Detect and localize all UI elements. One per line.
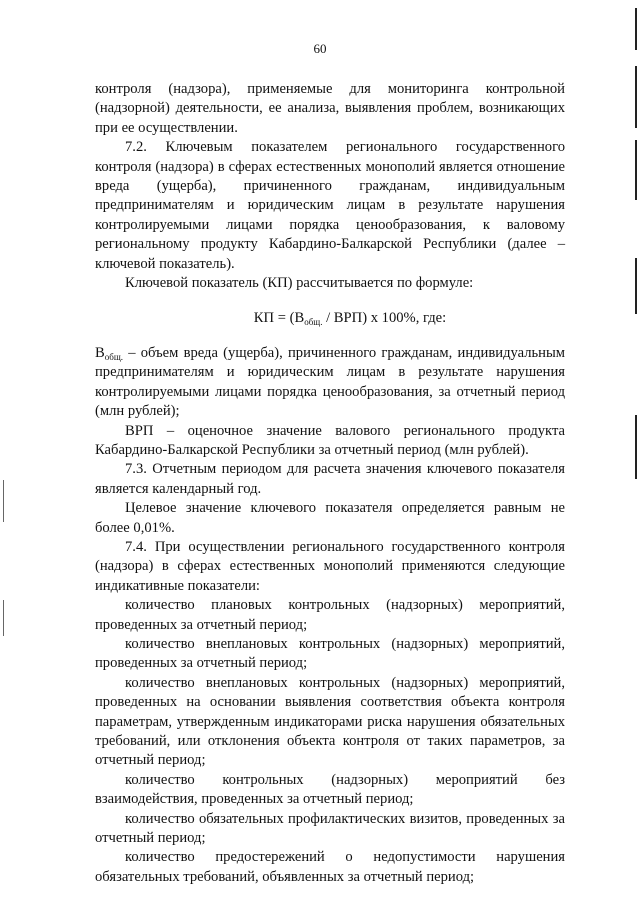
scan-edge-mark — [3, 600, 4, 636]
formula-start: КП = (В — [253, 310, 305, 327]
scan-edge-mark — [635, 140, 637, 200]
formula-end: / ВРП) x 100%, где: — [322, 310, 447, 327]
definition-subscript: общ. — [104, 351, 123, 362]
indicator-item: количество контрольных (надзорных) мероприятий без взаимодействия, проведенных за отчетный период; — [95, 771, 565, 808]
indicator-item: количество предостережений о недопустимости нарушения обязательных требований, объявленных за отчетный период; — [95, 849, 565, 885]
paragraph-target-value: Целевое значение ключевого показателя определяется равным не более 0,01%. — [95, 500, 565, 536]
document-body — [95, 80, 565, 887]
formula-subscript: общ. — [304, 317, 323, 328]
paragraph-7-2: 7.2. Ключевым показателем регионального государственного контроля (надзора) в сферах естественных монополий является отношение вреда (ущерба), причиненного гражданам, индивидуальным предпринимателям и юридическим лицам в результате нарушения контролируемыми лицами порядка ценообразования, к валовому региональному продукту Кабардино-Балкарской Республики (далее – ключевой показатель). — [95, 139, 565, 272]
scan-edge-mark — [635, 258, 637, 314]
indicator-item: количество обязательных профилактических визитов, проведенных за отчетный период; — [95, 810, 565, 847]
scan-edge-mark — [3, 480, 4, 522]
definition-text: – объем вреда (ущерба), причиненного гражданам, индивидуальным предпринимателям и юридическим лицам в результате нарушения контролируемыми лицами порядка ценообразования, за отчетный период (млн рублей); — [95, 344, 565, 420]
indicator-item: количество внеплановых контрольных (надзорных) мероприятий, проведенных за отчетный период; — [95, 635, 565, 672]
page-number: 60 — [313, 41, 327, 56]
definition-vobsh — [95, 344, 565, 422]
indicator-item: количество внеплановых контрольных (надзорных) мероприятий, проведенных на основании выявления соответствия объекта контроля параметрам, утвержденным индикаторами риска нарушения обязательных требований, или отклонения объекта контроля от таких параметров, за отчетный период; — [95, 674, 565, 769]
paragraph-intro: контроля (надзора), применяемые для мониторинга контрольной (надзорной) деятельности, ее анализа, выявления проблем, возникающих при ее осуществлении. — [95, 81, 565, 136]
paragraph-formula-intro: Ключевой показатель (КП) рассчитывается по формуле: — [125, 275, 474, 292]
scan-edge-mark — [635, 8, 637, 50]
scan-edge-mark — [635, 415, 637, 479]
paragraph-7-4: 7.4. При осуществлении регионального государственного контроля (надзора) в сферах естественных монополий применяются следующие индикативные показатели: — [95, 538, 565, 594]
paragraph-7-3: 7.3. Отчетным периодом для расчета значения ключевого показателя является календарный год. — [95, 461, 565, 497]
scan-edge-mark — [635, 66, 637, 128]
definition-vrp: ВРП – оценочное значение валового регионального продукта Кабардино-Балкарской Республики за отчетный период (млн рублей). — [95, 422, 565, 458]
indicator-item: количество плановых контрольных (надзорных) мероприятий, проведенных за отчетный период; — [95, 597, 565, 633]
formula — [95, 309, 565, 328]
definition-symbol: В — [95, 344, 105, 361]
